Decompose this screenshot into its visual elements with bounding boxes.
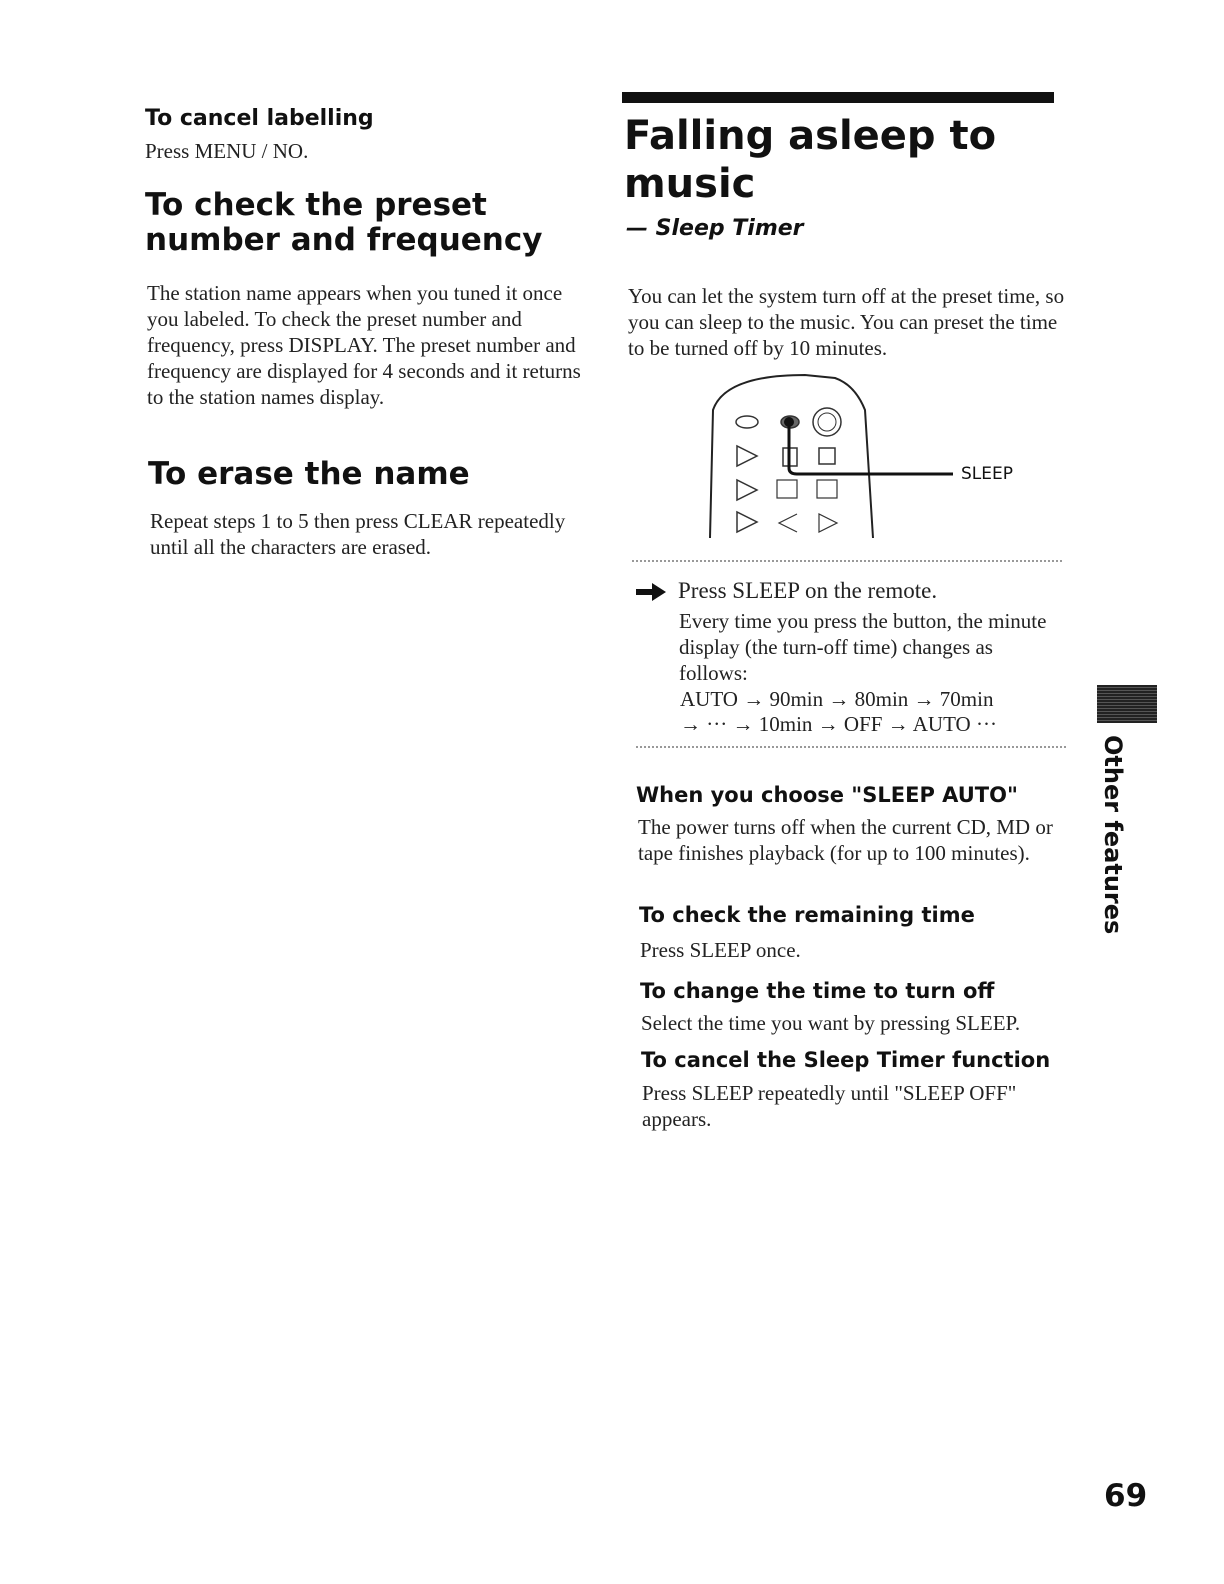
change-time-heading: To change the time to turn off bbox=[640, 979, 995, 1003]
sleep-auto-text: The power turns off when the current CD, MD or tape finishes playback (for up to 100 minutes). bbox=[638, 815, 1053, 865]
section-tab-marker bbox=[1097, 685, 1157, 723]
cancel-labelling-heading: To cancel labelling bbox=[145, 106, 374, 131]
change-time-text: Select the time you want by pressing SLEEP. bbox=[641, 1011, 1021, 1035]
arrow-right-icon bbox=[634, 580, 668, 604]
oval-button-icon bbox=[736, 416, 758, 428]
page-subtitle: — Sleep Timer bbox=[626, 216, 804, 241]
intro-text: You can let the system turn off at the preset time, so you can sleep to the music. You can preset the time to be turned off by 10 minutes. bbox=[628, 284, 1065, 360]
power-button-icon bbox=[813, 408, 841, 436]
stop-button-icon bbox=[819, 448, 835, 464]
step-title: Press SLEEP on the remote. bbox=[678, 578, 938, 603]
section-top-rule bbox=[622, 92, 1054, 103]
remaining-time-text: Press SLEEP once. bbox=[640, 938, 801, 962]
remote-illustration bbox=[705, 370, 1045, 545]
section-tab-label bbox=[1087, 735, 1127, 935]
step-text: Every time you press the button, the minute display (the turn-off time) changes as follows: bbox=[679, 609, 1047, 685]
cancel-sleep-text: Press SLEEP repeatedly until "SLEEP OFF" appears. bbox=[642, 1081, 1017, 1131]
page-number: 69 bbox=[1104, 1478, 1148, 1514]
play-button-icon bbox=[737, 512, 757, 532]
fast-forward-icon bbox=[819, 514, 837, 532]
erase-name-text: Repeat steps 1 to 5 then press CLEAR repeatedly until all the characters are erased. bbox=[150, 509, 566, 559]
page-title: Falling asleep to music bbox=[624, 113, 997, 207]
section-tab-text: Other features bbox=[1099, 735, 1127, 935]
cancel-labelling-text: Press MENU / NO. bbox=[145, 139, 309, 163]
sleep-callout-label: SLEEP bbox=[961, 464, 1013, 484]
next-track-icon bbox=[817, 480, 837, 498]
rewind-icon bbox=[779, 514, 797, 532]
remote-drawing bbox=[705, 370, 1045, 545]
check-preset-heading: To check the preset number and frequency bbox=[145, 187, 543, 258]
check-preset-text: The station name appears when you tuned it once you labeled. To check the preset number and frequency, press DISPLAY. The preset number and frequency are displayed for 4 seconds and it returns to the station names display. bbox=[147, 281, 581, 409]
divider bbox=[632, 560, 1062, 562]
erase-name-heading: To erase the name bbox=[148, 456, 470, 492]
sleep-auto-heading: When you choose "SLEEP AUTO" bbox=[636, 783, 1018, 807]
sequence-line: AUTO → 90min → 80min → 70min bbox=[680, 687, 994, 711]
play-button-icon bbox=[737, 480, 757, 500]
divider bbox=[636, 746, 1066, 748]
play-button-icon bbox=[737, 446, 757, 466]
cancel-sleep-heading: To cancel the Sleep Timer function bbox=[641, 1048, 1051, 1072]
remaining-time-heading: To check the remaining time bbox=[639, 903, 975, 927]
sequence-line: → ··· → 10min → OFF → AUTO ··· bbox=[680, 712, 997, 736]
previous-track-icon bbox=[777, 480, 797, 498]
